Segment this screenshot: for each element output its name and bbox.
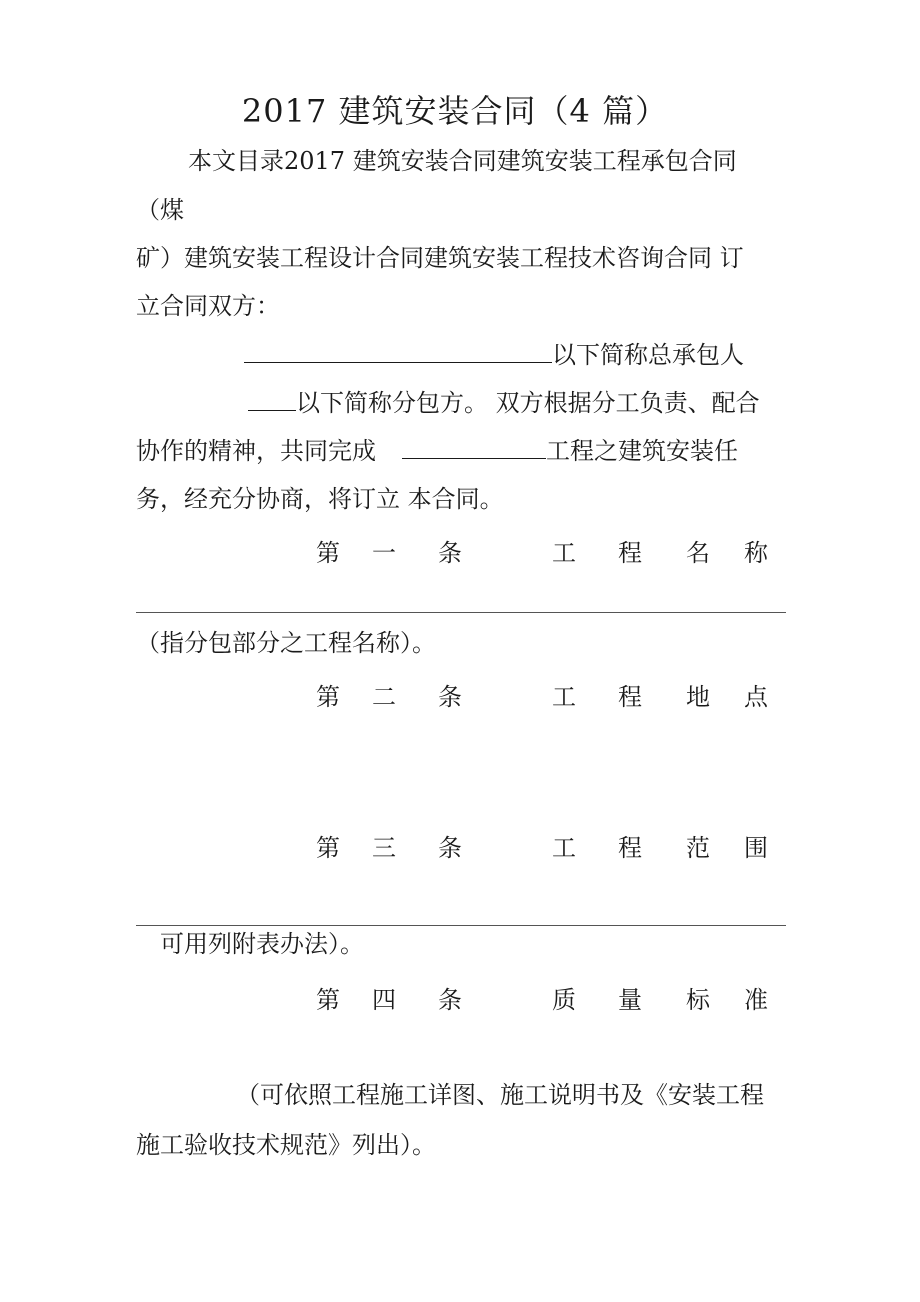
toc-line-3: 矿）建筑安装工程设计合同建筑安装工程技术咨询合同 订 <box>136 244 744 272</box>
article-2-char: 工 <box>552 683 576 711</box>
project-prefix: 协作的精神，共同完成 <box>136 437 376 465</box>
toc-line-1: 本文目录2017 建筑安装合同建筑安装工程承包合同 <box>188 147 737 175</box>
toc-line-2: （煤 <box>136 196 184 224</box>
article-1-note: （指分包部分之工程名称）。 <box>136 629 436 657</box>
article-3-heading <box>316 828 768 860</box>
project-name-blank[interactable] <box>402 436 546 459</box>
article-1-char: 称 <box>744 539 768 567</box>
article-3-char: 工 <box>552 834 576 862</box>
article-3-fill-line[interactable] <box>136 925 786 926</box>
article-2-char: 地 <box>686 683 710 711</box>
toc-line-4: 立合同双方： <box>136 292 280 320</box>
article-3-char: 程 <box>618 834 642 862</box>
article-2-char: 点 <box>744 683 768 711</box>
article-2-char: 条 <box>438 683 462 711</box>
article-4-char: 条 <box>438 986 462 1014</box>
article-2-char: 二 <box>372 683 396 711</box>
article-1-char: 条 <box>438 539 462 567</box>
article-3-char: 第 <box>316 834 340 862</box>
article-4-heading <box>316 980 768 1012</box>
subcontractor-suffix: 以下简称分包方。 双方根据分工负责、配合 <box>296 389 760 417</box>
article-3-char: 范 <box>686 834 710 862</box>
contractor-suffix: 以下简称总承包人 <box>552 341 744 369</box>
article-1-heading <box>316 533 768 565</box>
article-1-char: 一 <box>372 539 396 567</box>
article-1-char: 名 <box>686 539 710 567</box>
contractor-name-blank[interactable] <box>244 340 552 363</box>
article-4-char: 第 <box>316 986 340 1014</box>
article-4-note-line-2: 施工验收技术规范》列出）。 <box>136 1131 436 1159</box>
contractor-line <box>244 340 744 370</box>
article-4-char: 四 <box>372 986 396 1014</box>
article-2-heading <box>316 677 768 709</box>
article-1-fill-line[interactable] <box>136 612 786 613</box>
project-line <box>136 436 738 466</box>
article-3-note: 可用列附表办法）。 <box>160 930 364 958</box>
article-3-char: 三 <box>372 834 396 862</box>
subcontractor-name-blank[interactable] <box>248 388 296 411</box>
article-4-char: 质 <box>552 986 576 1014</box>
article-4-char: 量 <box>618 986 642 1014</box>
article-2-char: 程 <box>618 683 642 711</box>
article-3-char: 围 <box>744 834 768 862</box>
document-title: 2017 建筑安装合同（4 篇） <box>241 92 669 130</box>
article-1-char: 第 <box>316 539 340 567</box>
article-2-char: 第 <box>316 683 340 711</box>
article-4-char: 标 <box>686 986 710 1014</box>
subcontractor-line <box>248 388 760 418</box>
article-3-char: 条 <box>438 834 462 862</box>
agreement-line: 务，经充分协商，将订立 本合同。 <box>136 485 504 513</box>
project-suffix: 工程之建筑安装任 <box>546 437 738 465</box>
article-4-note-line-1: （可依照工程施工详图、施工说明书及《安装工程 <box>236 1081 764 1109</box>
article-1-char: 工 <box>552 539 576 567</box>
article-4-char: 准 <box>744 986 768 1014</box>
article-1-char: 程 <box>618 539 642 567</box>
